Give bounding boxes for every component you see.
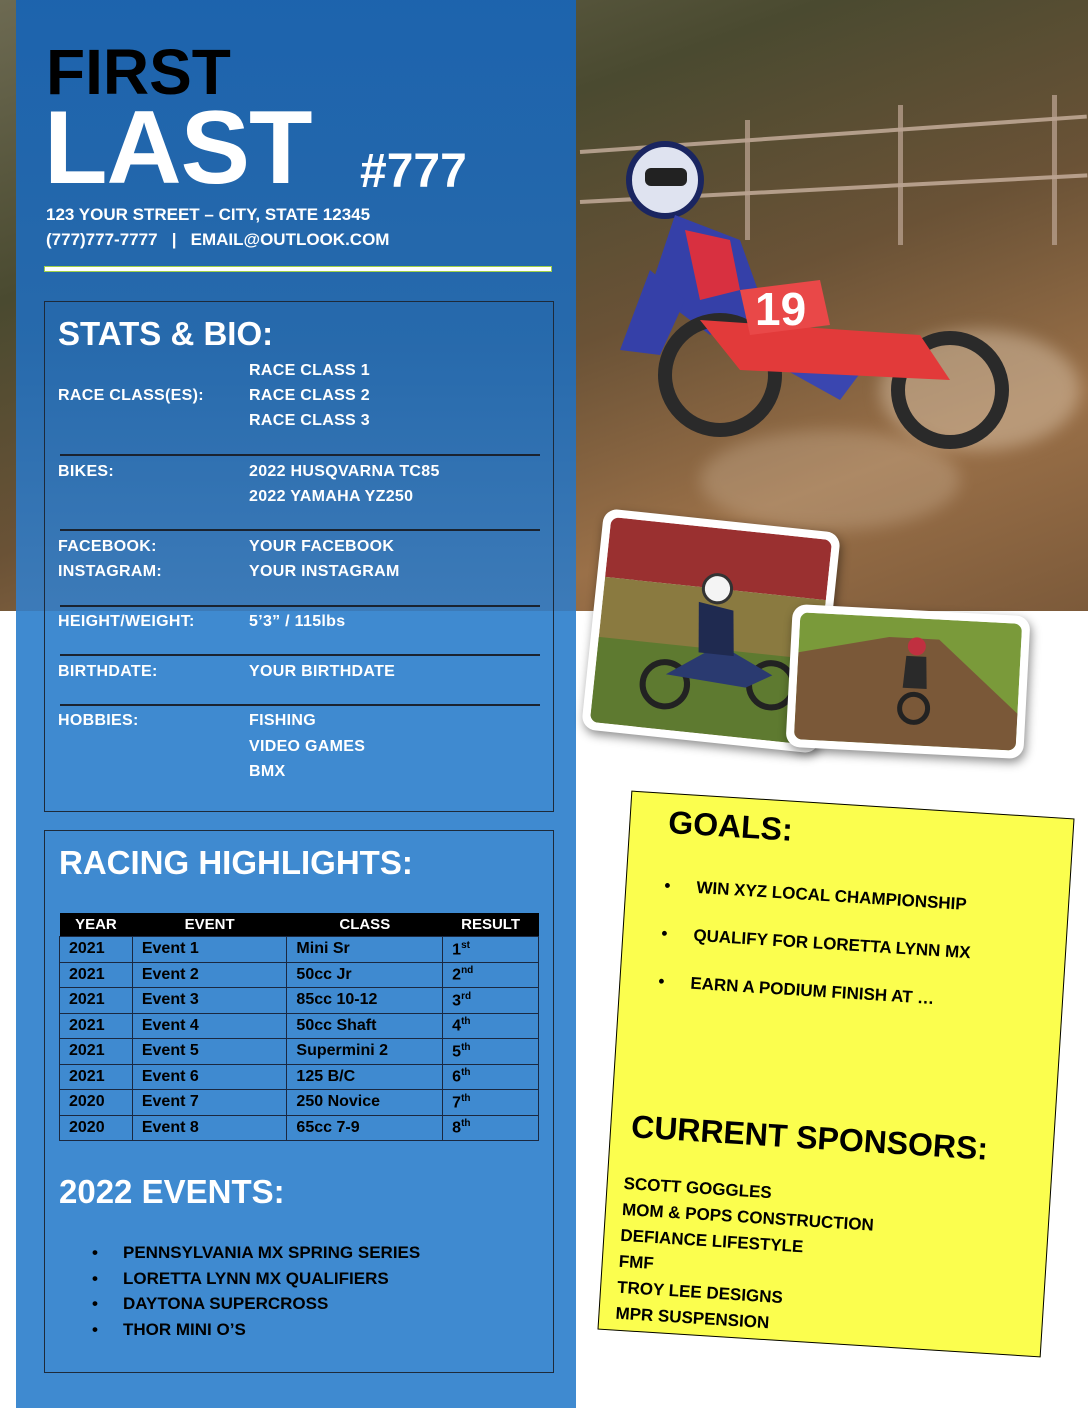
height-weight-value: 5’3” / 115lbs [249, 613, 346, 630]
event-name: THOR MINI O’S [123, 1319, 246, 1339]
result-cell [443, 1115, 539, 1141]
race-number: #777 [360, 145, 467, 198]
result-cell [443, 1039, 539, 1065]
result-place: 3 [452, 991, 462, 1009]
stat-divider [60, 605, 540, 607]
sponsor-item: FMF [618, 1251, 655, 1273]
result-cell [443, 988, 539, 1014]
result-suffix: th [461, 1041, 471, 1053]
fence-post [1052, 95, 1057, 245]
stats-bio-title: STATS & BIO: [58, 315, 274, 352]
goals-list [656, 876, 974, 1039]
year-cell: 2021 [60, 988, 133, 1014]
race-class-value: RACE CLASS 3 [249, 412, 370, 429]
stat-divider [60, 454, 540, 456]
result-suffix: rd [461, 990, 472, 1002]
instagram-value: YOUR INSTAGRAM [249, 563, 400, 580]
result-suffix: st [461, 939, 470, 951]
bullet-icon: • [92, 1243, 98, 1262]
result-cell [443, 1013, 539, 1039]
svg-text:19: 19 [755, 283, 807, 335]
accent-divider [44, 266, 552, 272]
result-suffix: th [461, 1118, 471, 1130]
goal-text: EARN A PODIUM FINISH AT … [689, 973, 935, 1009]
goal-text: WIN XYZ LOCAL CHAMPIONSHIP [695, 877, 968, 914]
table-row [60, 1013, 539, 1039]
race-class-label: RACE CLASS(ES): [58, 387, 204, 404]
event-cell: Event 5 [132, 1039, 287, 1065]
bike-value: 2022 YAMAHA YZ250 [249, 488, 414, 505]
column-header-year: YEAR [60, 913, 133, 937]
result-place: 5 [452, 1042, 462, 1060]
event-name: DAYTONA SUPERCROSS [123, 1294, 329, 1313]
sponsor-item: DEFIANCE LIFESTYLE [619, 1225, 804, 1257]
race-photo-two-image [794, 612, 1022, 750]
year-cell: 2020 [60, 1115, 133, 1141]
result-cell [443, 962, 539, 988]
year-cell: 2021 [60, 1013, 133, 1039]
year-cell: 2021 [60, 1064, 133, 1090]
class-cell: 50cc Jr [287, 962, 443, 988]
event-cell: Event 3 [132, 988, 287, 1014]
sponsor-item: TROY LEE DESIGNS [616, 1277, 784, 1308]
list-item [92, 1291, 420, 1317]
goals-title: GOALS: [667, 804, 794, 848]
sponsor-item: MPR SUSPENSION [614, 1303, 770, 1333]
class-cell: 65cc 7-9 [287, 1115, 443, 1141]
bike-value: 2022 HUSQVARNA TC85 [249, 463, 440, 480]
result-suffix: th [461, 1067, 471, 1079]
phone-email-line: (777)777-7777 | EMAIL@OUTLOOK.COM [46, 230, 390, 249]
bullet-icon: • [660, 923, 669, 944]
event-cell: Event 6 [132, 1064, 287, 1090]
event-cell: Event 2 [132, 962, 287, 988]
address-line: 123 YOUR STREET – CITY, STATE 12345 [46, 205, 371, 224]
sponsor-item: MOM & POPS CONSTRUCTION [621, 1199, 875, 1235]
class-cell: 125 B/C [287, 1064, 443, 1090]
column-header-class: CLASS [287, 913, 443, 937]
result-suffix: th [461, 1016, 471, 1028]
instagram-label: INSTAGRAM: [58, 563, 163, 580]
result-cell [443, 1090, 539, 1116]
hobby-value: FISHING [249, 712, 316, 729]
result-cell [443, 937, 539, 963]
list-item [92, 1240, 420, 1266]
highlights-table [59, 913, 539, 1141]
stat-divider [60, 529, 540, 531]
list-item [92, 1266, 420, 1292]
goals-sponsors-card [597, 791, 1074, 1358]
class-cell: Mini Sr [287, 937, 443, 963]
goal-text: QUALIFY FOR LORETTA LYNN MX [692, 925, 972, 963]
year-cell: 2021 [60, 937, 133, 963]
facebook-value: YOUR FACEBOOK [249, 538, 395, 555]
stat-divider [60, 704, 540, 706]
bullet-icon: • [663, 875, 672, 896]
race-class-value: RACE CLASS 2 [249, 387, 370, 404]
table-header-row [60, 913, 539, 937]
stat-divider [60, 654, 540, 656]
table-row [60, 1064, 539, 1090]
column-header-result: RESULT [443, 913, 539, 937]
first-name: FIRST [46, 36, 231, 108]
year-cell: 2020 [60, 1090, 133, 1116]
result-cell [443, 1064, 539, 1090]
motocross-rider-illustration [590, 120, 1050, 450]
events-2022-list [92, 1240, 420, 1342]
hobby-value: BMX [249, 763, 286, 780]
table-row [60, 1090, 539, 1116]
birthdate-label: BIRTHDATE: [58, 663, 158, 680]
events-2022-title: 2022 EVENTS: [59, 1173, 285, 1210]
bullet-icon: • [92, 1268, 98, 1288]
hobbies-label: HOBBIES: [58, 712, 139, 729]
event-cell: Event 1 [132, 937, 287, 963]
birthdate-value: YOUR BIRTHDATE [249, 663, 396, 680]
racing-highlights-title: RACING HIGHLIGHTS: [59, 844, 413, 881]
table-row [60, 937, 539, 963]
sponsors-list [615, 1174, 876, 1346]
result-place: 6 [452, 1068, 462, 1086]
table-row [60, 1115, 539, 1141]
result-place: 2 [452, 966, 462, 984]
bikes-label: BIKES: [58, 463, 115, 480]
bullet-icon: • [92, 1294, 98, 1313]
result-suffix: th [461, 1092, 471, 1104]
event-cell: Event 8 [132, 1115, 287, 1141]
year-cell: 2021 [60, 1039, 133, 1065]
table-row [60, 962, 539, 988]
result-place: 8 [452, 1119, 462, 1137]
year-cell: 2021 [60, 962, 133, 988]
class-cell: 250 Novice [287, 1090, 443, 1116]
facebook-label: FACEBOOK: [58, 538, 157, 555]
class-cell: 50cc Shaft [287, 1013, 443, 1039]
list-item [92, 1317, 420, 1343]
height-weight-label: HEIGHT/WEIGHT: [58, 613, 195, 630]
bullet-icon: • [92, 1319, 98, 1339]
event-cell: Event 7 [132, 1090, 287, 1116]
result-place: 7 [452, 1093, 462, 1111]
column-header-event: EVENT [132, 913, 287, 937]
event-cell: Event 4 [132, 1013, 287, 1039]
class-cell: 85cc 10-12 [287, 988, 443, 1014]
table-row [60, 988, 539, 1014]
result-place: 1 [452, 940, 462, 958]
hobby-value: VIDEO GAMES [249, 738, 366, 755]
sponsor-item: SCOTT GOGGLES [623, 1173, 773, 1203]
race-photo-two [785, 604, 1030, 759]
table-row [60, 1039, 539, 1065]
race-class-value: RACE CLASS 1 [249, 362, 370, 379]
class-cell: Supermini 2 [287, 1039, 443, 1065]
result-place: 4 [452, 1017, 462, 1035]
result-suffix: nd [461, 965, 474, 977]
bullet-icon: • [657, 971, 666, 992]
event-name: PENNSYLVANIA MX SPRING SERIES [123, 1243, 421, 1262]
event-name: LORETTA LYNN MX QUALIFIERS [123, 1268, 389, 1288]
last-name: LAST [44, 90, 312, 206]
sponsors-title: CURRENT SPONSORS: [630, 1108, 990, 1167]
